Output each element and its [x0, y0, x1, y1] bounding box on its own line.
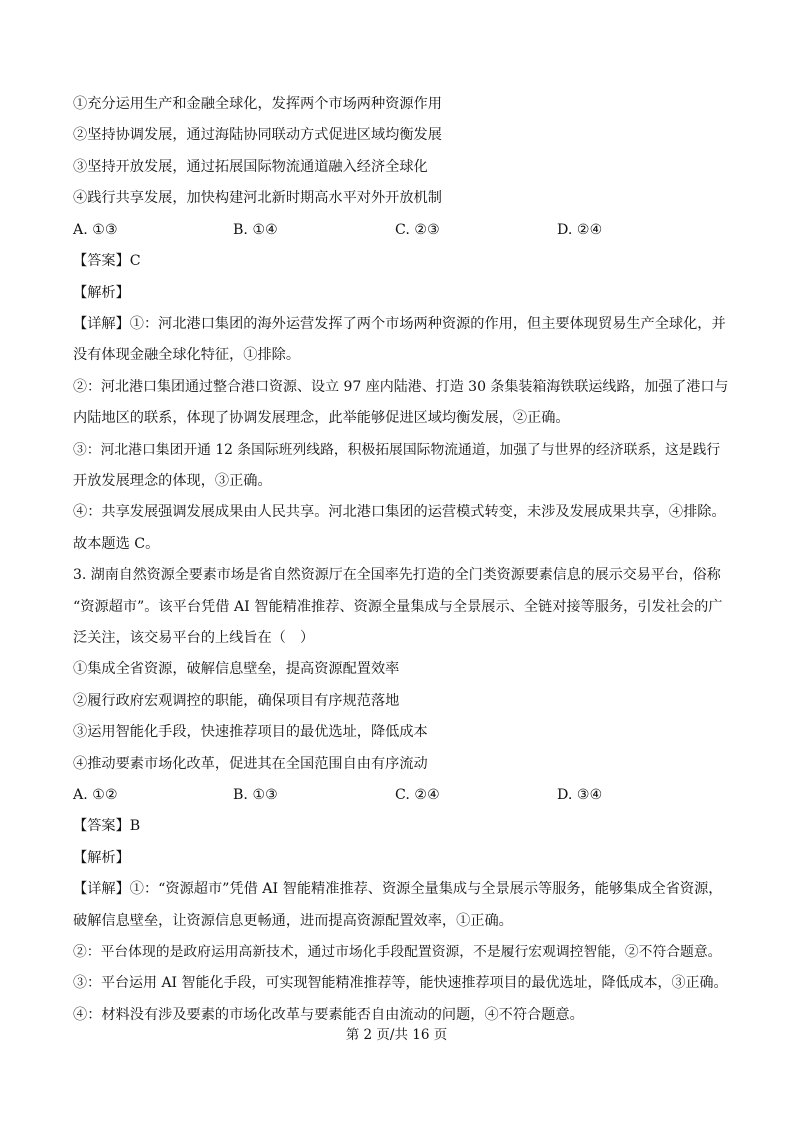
question-stem: “资源超市”。该平台凭借 AI 智能精准推荐、资源全量集成与全景展示、全链对接等服务，引发社会的广 — [73, 599, 723, 615]
choice-d: D. ②④ — [557, 222, 603, 238]
detail-line: 【详解】①：河北港口集团的海外运营发挥了两个市场两种资源的作用，但主要体现贸易生产全球化，并 — [73, 316, 726, 332]
detail-line: 内陆地区的联系，体现了协调发展理念，此举能够促进区域均衡发展，②正确。 — [73, 410, 570, 426]
analysis-label: 【解析】 — [73, 285, 130, 301]
analysis-label: 【解析】 — [73, 850, 130, 866]
option-statement-4: ④推动要素市场化改革，促进其在全国范围自由有序流动 — [73, 756, 428, 772]
option-statement-3: ③运用智能化手段，快速推荐项目的最优选址，降低成本 — [73, 724, 428, 740]
question-stem: 泛关注，该交易平台的上线旨在（ ） — [73, 630, 315, 646]
detail-line: ④：共享发展强调发展成果由人民共享。河北港口集团的运营模式转变，未涉及发展成果共享，④排除。 — [73, 504, 726, 520]
detail-line: ③：河北港口集团开通 12 条国际班列线路，积极拓展国际物流通道，加强了与世界的经济联系，这是践行 — [73, 442, 721, 458]
detail-line: ②：河北港口集团通过整合港口资源、设立 97 座内陆港、打造 30 条集装箱海铁联运线路，加强了港口与 — [73, 379, 729, 395]
detail-line: ④：材料没有涉及要素的市场化改革与要素能否自由流动的问题，④不符合题意。 — [73, 1007, 584, 1023]
choice-d: D. ③④ — [557, 787, 603, 803]
page-number: 第 2 页/共 16 页 — [345, 1027, 448, 1043]
choice-a: A. ①② — [73, 787, 118, 803]
detail-line: 开放发展理念的体现，③正确。 — [73, 473, 272, 489]
choice-a: A. ①③ — [73, 222, 118, 238]
detail-line: 破解信息壁垒，让资源信息更畅通，进而提高资源配置效率，①正确。 — [73, 913, 513, 929]
option-statement-1: ①集成全省资源，破解信息壁垒，提高资源配置效率 — [73, 661, 400, 677]
choice-c: C. ②③ — [395, 222, 440, 238]
question-stem: 3. 湖南自然资源全要素市场是省自然资源厅在全国率先打造的全门类资源要素信息的展示交易平台，俗称 — [73, 567, 721, 583]
option-statement-3: ③坚持开放发展，通过拓展国际物流通道融入经济全球化 — [73, 159, 428, 175]
option-statement-2: ②坚持协调发展，通过海陆协同联动方式促进区域均衡发展 — [73, 127, 442, 143]
answer-options — [73, 220, 733, 240]
option-statement-2: ②履行政府宏观调控的职能，确保项目有序规范落地 — [73, 693, 400, 709]
answer-label: 【答案】C — [73, 253, 141, 269]
option-statement-1: ①充分运用生产和金融全球化，发挥两个市场两种资源作用 — [73, 96, 442, 112]
detail-line: 没有体现金融全球化特征，①排除。 — [73, 347, 301, 363]
detail-line: ②：平台体现的是政府运用高新技术，通过市场化手段配置资源，不是履行宏观调控智能，②不符合题意。 — [73, 944, 722, 960]
answer-options — [73, 785, 733, 805]
choice-b: B. ①④ — [233, 222, 278, 238]
option-statement-4: ④践行共享发展，加快构建河北新时期高水平对外开放机制 — [73, 190, 442, 206]
choice-c: C. ②④ — [395, 787, 440, 803]
choice-b: B. ①③ — [233, 787, 278, 803]
answer-label: 【答案】B — [73, 818, 141, 834]
detail-line: 【详解】①：“资源超市”凭借 AI 智能精准推荐、资源全量集成与全景展示等服务，能够集成全省资源， — [73, 881, 723, 897]
detail-line: ③：平台运用 AI 智能化手段，可实现智能精准推荐等，能快速推荐项目的最优选址，降低成本，③正确。 — [73, 975, 728, 991]
detail-line: 故本题选 C。 — [73, 536, 160, 552]
